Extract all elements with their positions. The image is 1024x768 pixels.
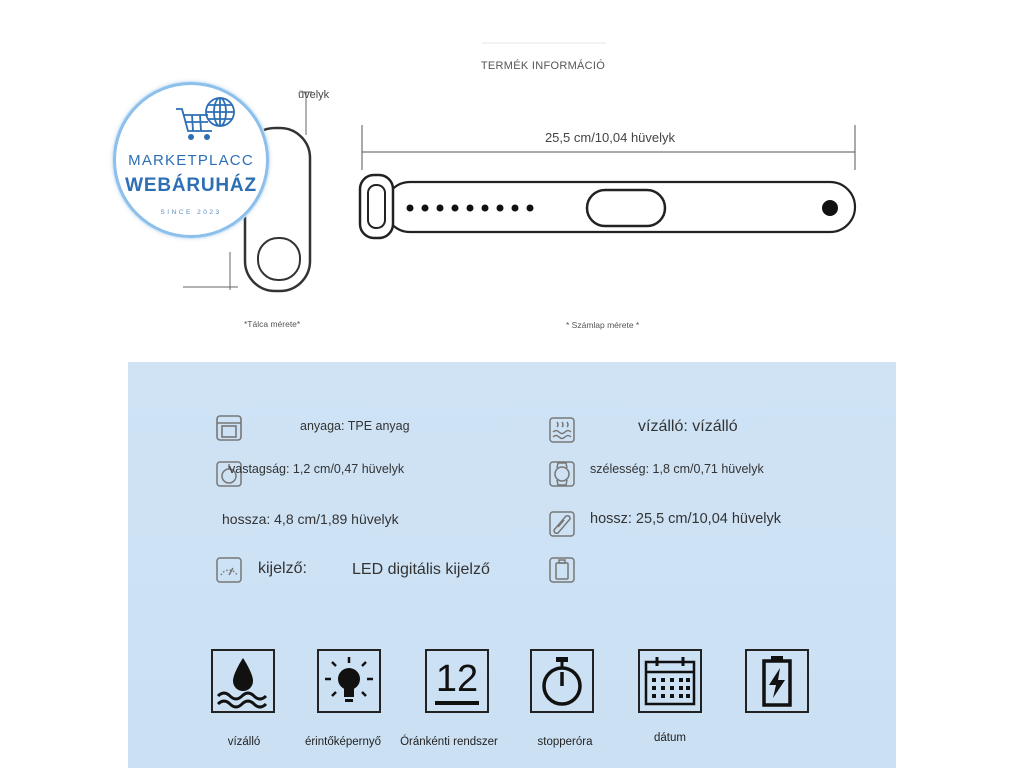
logo-line1: MARKETPLACC [128,152,254,169]
stopwatch-icon [532,651,592,711]
feature-stopwatch [530,649,594,713]
water-drop-icon [213,651,273,711]
tray-inner-outline [258,238,300,280]
spec-display-label: kijelző: [258,560,307,577]
dial-caption: * Számlap mérete * [566,320,640,330]
feature-date [638,649,702,713]
twelve-hour-text: 12 [435,658,479,700]
band-length-label: 25,5 cm/10,04 hüvelyk [544,130,676,145]
spec-length-tray: hossza: 4,8 cm/1,89 hüvelyk [222,511,399,527]
feature-hour-system [425,649,489,713]
feature-label-hour-system: Óránkénti rendszer [400,736,498,748]
spec-material: anyaga: TPE anyag [300,419,410,433]
watch-width-icon [548,460,576,488]
battery-icon [548,556,576,584]
feature-label-date: dátum [654,732,686,744]
bulb-icon [319,651,379,711]
display-gauge-icon [215,556,243,584]
material-icon [215,414,243,442]
feature-label-touchscreen: érintőképernyő [304,736,382,748]
band-stud [822,200,838,216]
calendar-icon [640,651,700,711]
shop-logo [113,82,269,238]
spec-length-band: hossz: 25,5 cm/10,04 hüvelyk [590,511,782,527]
tray-caption: *Tálca mérete* [244,319,301,329]
feature-waterproof [211,649,275,713]
waterproof-icon [548,416,576,444]
spec-thickness: vastagság: 1,2 cm/0,47 hüvelyk [229,462,405,476]
logo-line2: WEBÁRUHÁZ [125,175,257,196]
band-holes [407,205,534,212]
tray-unit-label: üvelyk [298,89,330,101]
feature-label-stopwatch: stopperóra [537,736,593,748]
feature-label-waterproof: vízálló [227,736,261,748]
spec-waterproof: vízálló: vízálló [638,418,738,435]
spec-width: szélesség: 1,8 cm/0,71 hüvelyk [590,462,764,476]
band-length-icon [548,510,576,538]
feature-battery [745,649,809,713]
logo-tagline: SINCE 2023 [160,209,222,216]
globe-cart-icon [174,95,240,143]
tracker-capsule-slot [587,190,665,226]
twelve-hour-icon [427,651,487,711]
battery-charge-icon [747,651,807,711]
feature-touchscreen [317,649,381,713]
page-title: TERMÉK INFORMÁCIÓ [480,60,606,72]
spec-display-value: LED digitális kijelző [352,561,490,578]
